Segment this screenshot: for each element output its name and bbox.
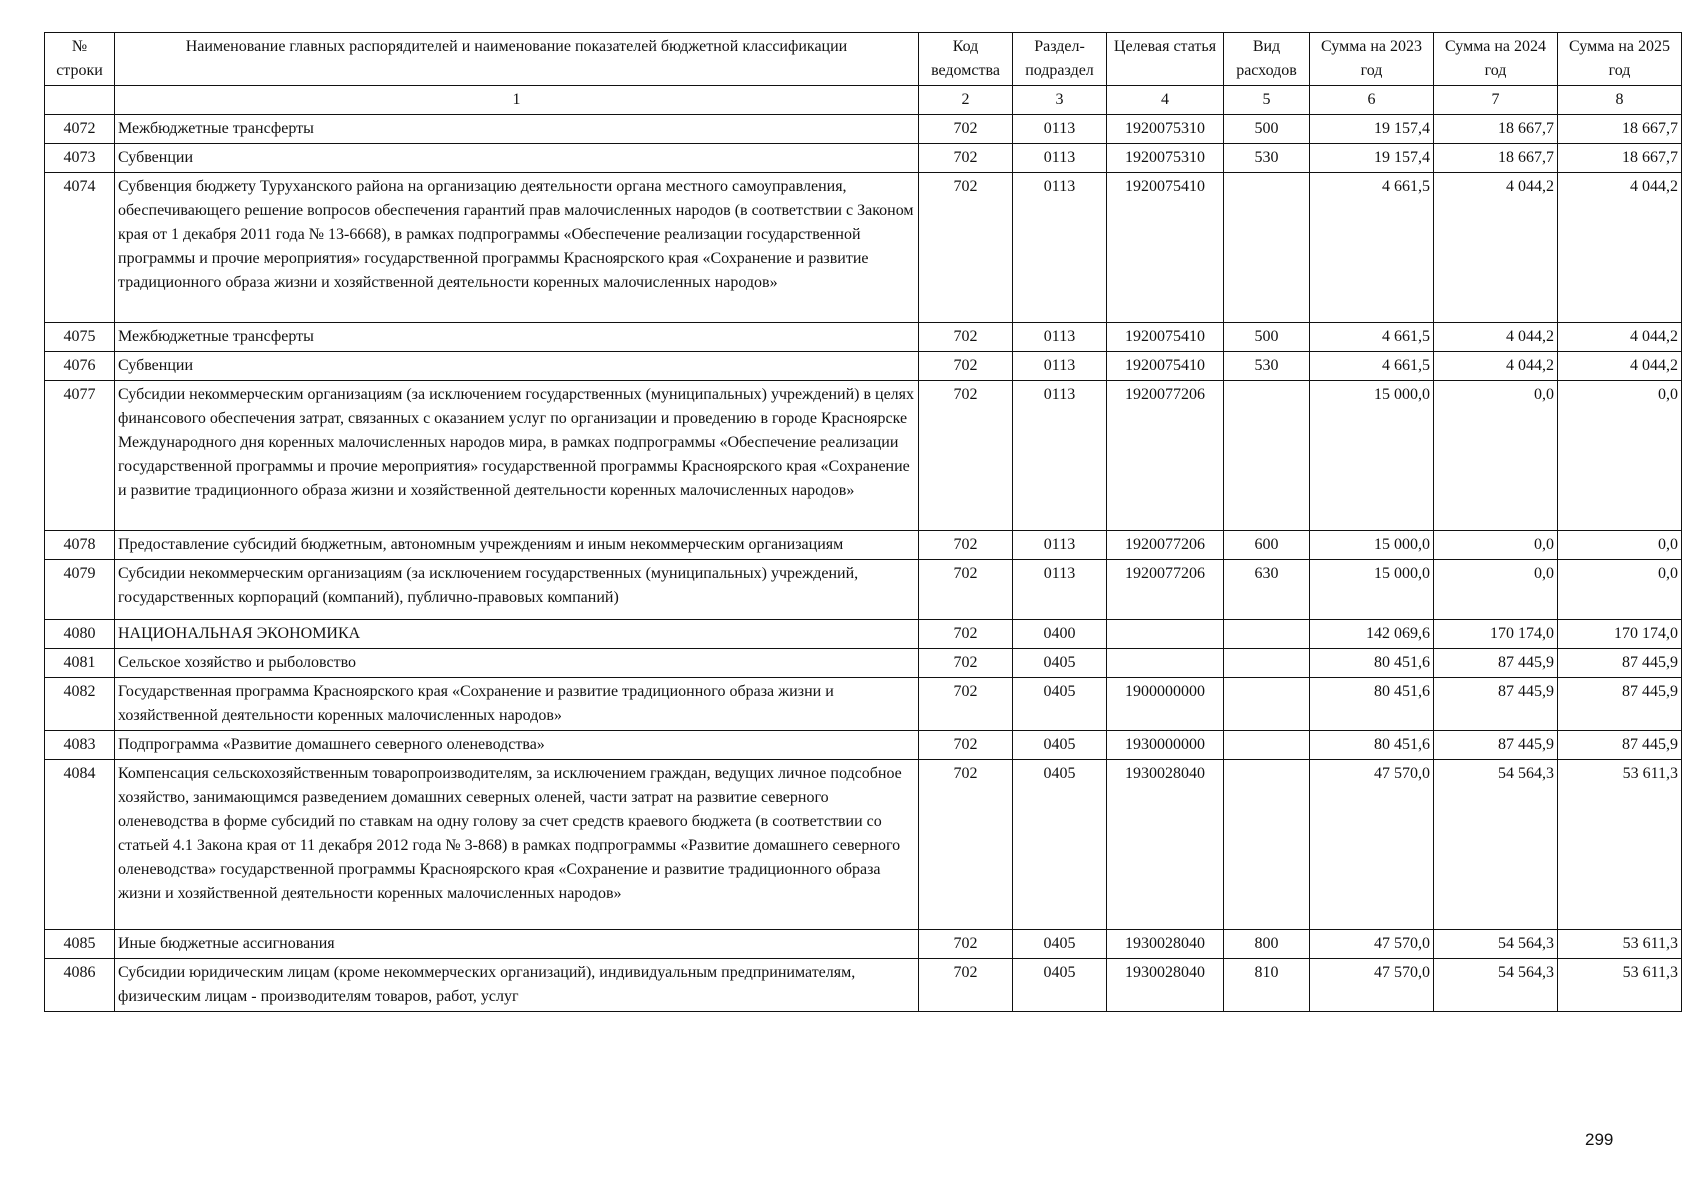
row-statya <box>1107 649 1224 678</box>
row-vedomstvo: 702 <box>919 930 1013 959</box>
row-sum-2023: 142 069,6 <box>1310 620 1434 649</box>
row-sum-2025: 0,0 <box>1558 381 1682 531</box>
table-row <box>45 678 1682 731</box>
row-sum-2024: 54 564,3 <box>1434 760 1558 930</box>
row-razdel: 0113 <box>1013 560 1107 620</box>
row-name: Предоставление субсидий бюджетным, автономным учреждениям и иным некоммерческим организациям <box>115 531 919 560</box>
row-sum-2024: 18 667,7 <box>1434 115 1558 144</box>
row-vid <box>1224 678 1310 731</box>
row-razdel: 0405 <box>1013 930 1107 959</box>
budget-sheet <box>44 32 1682 1012</box>
row-sum-2025: 53 611,3 <box>1558 760 1682 930</box>
row-vid <box>1224 649 1310 678</box>
row-name: Иные бюджетные ассигнования <box>115 930 919 959</box>
header-vedomstvo: Код ведомства <box>919 33 1013 86</box>
header-statya: Целевая статья <box>1107 33 1224 86</box>
row-razdel: 0405 <box>1013 649 1107 678</box>
row-sum-2025: 170 174,0 <box>1558 620 1682 649</box>
column-number: 7 <box>1434 86 1558 115</box>
row-sum-2024: 18 667,7 <box>1434 144 1558 173</box>
row-vid: 530 <box>1224 144 1310 173</box>
table-row <box>45 323 1682 352</box>
row-number: 4074 <box>45 173 115 323</box>
row-vedomstvo: 702 <box>919 173 1013 323</box>
row-razdel: 0405 <box>1013 731 1107 760</box>
table-row <box>45 959 1682 1012</box>
row-sum-2025: 87 445,9 <box>1558 678 1682 731</box>
row-vedomstvo: 702 <box>919 649 1013 678</box>
row-vid: 810 <box>1224 959 1310 1012</box>
table-row <box>45 620 1682 649</box>
row-statya: 1920075310 <box>1107 115 1224 144</box>
table-row <box>45 731 1682 760</box>
row-sum-2024: 4 044,2 <box>1434 352 1558 381</box>
row-sum-2023: 15 000,0 <box>1310 381 1434 531</box>
row-vedomstvo: 702 <box>919 323 1013 352</box>
row-name: Субсидии некоммерческим организациям (за исключением государственных (муниципальных) учреждений) в целях финансового обеспечения затрат, связанных с оказанием услуг по организации и проведению в городе Красноярске Международного дня коренных малочисленных народов мира, в рамках подпрограммы «Обеспечение реализации государственной программы и прочие мероприятия» государственной программы Красноярского края «Сохранение и развитие традиционного образа жизни и хозяйственной деятельности коренных малочисленных народов» <box>115 381 919 531</box>
row-sum-2025: 87 445,9 <box>1558 649 1682 678</box>
row-vedomstvo: 702 <box>919 115 1013 144</box>
row-sum-2024: 170 174,0 <box>1434 620 1558 649</box>
row-razdel: 0113 <box>1013 531 1107 560</box>
row-vedomstvo: 702 <box>919 144 1013 173</box>
row-name: Субвенция бюджету Туруханского района на организацию деятельности органа местного самоуправления, обеспечивающего решение вопросов обеспечения гарантий прав малочисленных народов (в соответствии с Законом края от 1 декабря 2011 года № 13-6668), в рамках подпрограммы «Обеспечение реализации государственной программы и прочие мероприятия» государственной программы Красноярского края «Сохранение и развитие традиционного образа жизни и хозяйственной деятельности коренных малочисленных народов» <box>115 173 919 323</box>
header-sum-2024: Сумма на 2024 год <box>1434 33 1558 86</box>
row-razdel: 0400 <box>1013 620 1107 649</box>
header-row-no: № строки <box>45 33 115 86</box>
row-sum-2025: 4 044,2 <box>1558 173 1682 323</box>
row-number: 4077 <box>45 381 115 531</box>
row-razdel: 0113 <box>1013 115 1107 144</box>
row-sum-2025: 18 667,7 <box>1558 144 1682 173</box>
row-sum-2024: 0,0 <box>1434 381 1558 531</box>
row-vid <box>1224 620 1310 649</box>
column-number-empty <box>45 86 115 115</box>
header-vid: Вид расходов <box>1224 33 1310 86</box>
row-sum-2025: 4 044,2 <box>1558 352 1682 381</box>
row-statya: 1920077206 <box>1107 381 1224 531</box>
row-statya: 1920075410 <box>1107 173 1224 323</box>
row-sum-2025: 4 044,2 <box>1558 323 1682 352</box>
row-vid <box>1224 173 1310 323</box>
row-sum-2023: 15 000,0 <box>1310 531 1434 560</box>
row-vedomstvo: 702 <box>919 760 1013 930</box>
row-razdel: 0405 <box>1013 760 1107 930</box>
row-vedomstvo: 702 <box>919 678 1013 731</box>
table-row <box>45 352 1682 381</box>
row-vedomstvo: 702 <box>919 620 1013 649</box>
row-sum-2024: 4 044,2 <box>1434 323 1558 352</box>
row-vid: 800 <box>1224 930 1310 959</box>
row-sum-2024: 0,0 <box>1434 560 1558 620</box>
row-name: Субсидии юридическим лицам (кроме некоммерческих организаций), индивидуальным предпринимателям, физическим лицам - производителям товаров, работ, услуг <box>115 959 919 1012</box>
table-row <box>45 381 1682 531</box>
row-vedomstvo: 702 <box>919 959 1013 1012</box>
row-sum-2023: 4 661,5 <box>1310 323 1434 352</box>
column-number: 2 <box>919 86 1013 115</box>
column-number: 8 <box>1558 86 1682 115</box>
row-number: 4076 <box>45 352 115 381</box>
row-razdel: 0113 <box>1013 352 1107 381</box>
row-sum-2024: 87 445,9 <box>1434 649 1558 678</box>
row-vedomstvo: 702 <box>919 381 1013 531</box>
row-statya: 1930000000 <box>1107 731 1224 760</box>
row-name: Подпрограмма «Развитие домашнего северного оленеводства» <box>115 731 919 760</box>
column-number: 3 <box>1013 86 1107 115</box>
row-vedomstvo: 702 <box>919 352 1013 381</box>
row-vid: 500 <box>1224 115 1310 144</box>
row-number: 4085 <box>45 930 115 959</box>
row-vedomstvo: 702 <box>919 560 1013 620</box>
row-name: Сельское хозяйство и рыболовство <box>115 649 919 678</box>
row-statya: 1920075410 <box>1107 323 1224 352</box>
row-statya: 1930028040 <box>1107 930 1224 959</box>
row-vid <box>1224 760 1310 930</box>
row-sum-2023: 47 570,0 <box>1310 930 1434 959</box>
row-vid <box>1224 381 1310 531</box>
row-sum-2024: 54 564,3 <box>1434 959 1558 1012</box>
row-statya <box>1107 620 1224 649</box>
header-name: Наименование главных распорядителей и наименование показателей бюджетной классификации <box>115 33 919 86</box>
row-statya: 1920077206 <box>1107 560 1224 620</box>
row-sum-2025: 18 667,7 <box>1558 115 1682 144</box>
row-razdel: 0405 <box>1013 678 1107 731</box>
row-vid: 630 <box>1224 560 1310 620</box>
row-sum-2025: 0,0 <box>1558 531 1682 560</box>
header-razdel: Раздел-подраздел <box>1013 33 1107 86</box>
row-name: Субсидии некоммерческим организациям (за исключением государственных (муниципальных) учреждений, государственных корпораций (компаний), публично-правовых компаний) <box>115 560 919 620</box>
row-sum-2023: 80 451,6 <box>1310 678 1434 731</box>
row-number: 4073 <box>45 144 115 173</box>
page-number: 299 <box>1585 1130 1614 1149</box>
row-statya: 1920077206 <box>1107 531 1224 560</box>
row-sum-2024: 4 044,2 <box>1434 173 1558 323</box>
row-sum-2023: 15 000,0 <box>1310 560 1434 620</box>
row-number: 4082 <box>45 678 115 731</box>
row-razdel: 0113 <box>1013 144 1107 173</box>
row-vid <box>1224 731 1310 760</box>
column-number: 4 <box>1107 86 1224 115</box>
row-vedomstvo: 702 <box>919 531 1013 560</box>
table-row <box>45 760 1682 930</box>
column-number: 6 <box>1310 86 1434 115</box>
row-statya: 1920075410 <box>1107 352 1224 381</box>
table-row <box>45 930 1682 959</box>
row-vid: 600 <box>1224 531 1310 560</box>
row-sum-2025: 53 611,3 <box>1558 959 1682 1012</box>
row-number: 4072 <box>45 115 115 144</box>
header-sum-2025: Сумма на 2025 год <box>1558 33 1682 86</box>
table-row <box>45 531 1682 560</box>
row-name: Компенсация сельскохозяйственным товаропроизводителям, за исключением граждан, ведущих личное подсобное хозяйство, занимающимся разведением домашних северных оленей, части затрат на развитие северного оленеводства в форме субсидий по ставкам на одну голову за счет средств краевого бюджета (в соответствии со статьей 4.1 Закона края от 11 декабря 2012 года № 3-868) в рамках подпрограммы «Развитие домашнего северного оленеводства» государственной программы Красноярского края «Сохранение и развитие традиционного образа жизни и хозяйственной деятельности коренных малочисленных народов» <box>115 760 919 930</box>
header-row <box>45 33 1682 86</box>
row-statya: 1930028040 <box>1107 760 1224 930</box>
column-number-row <box>45 86 1682 115</box>
row-statya: 1930028040 <box>1107 959 1224 1012</box>
row-vid: 500 <box>1224 323 1310 352</box>
row-name: Субвенции <box>115 144 919 173</box>
table-row <box>45 560 1682 620</box>
row-sum-2025: 87 445,9 <box>1558 731 1682 760</box>
row-razdel: 0113 <box>1013 323 1107 352</box>
row-sum-2023: 47 570,0 <box>1310 959 1434 1012</box>
row-sum-2023: 4 661,5 <box>1310 352 1434 381</box>
row-number: 4080 <box>45 620 115 649</box>
row-sum-2023: 19 157,4 <box>1310 144 1434 173</box>
row-name: Межбюджетные трансферты <box>115 323 919 352</box>
row-number: 4084 <box>45 760 115 930</box>
table-row <box>45 173 1682 323</box>
row-sum-2023: 80 451,6 <box>1310 731 1434 760</box>
row-sum-2024: 0,0 <box>1434 531 1558 560</box>
table-header <box>45 33 1682 115</box>
row-sum-2024: 87 445,9 <box>1434 731 1558 760</box>
row-sum-2025: 0,0 <box>1558 560 1682 620</box>
row-razdel: 0113 <box>1013 381 1107 531</box>
row-sum-2025: 53 611,3 <box>1558 930 1682 959</box>
row-razdel: 0113 <box>1013 173 1107 323</box>
table-row <box>45 115 1682 144</box>
row-number: 4078 <box>45 531 115 560</box>
row-name: Субвенции <box>115 352 919 381</box>
row-name: Межбюджетные трансферты <box>115 115 919 144</box>
row-number: 4083 <box>45 731 115 760</box>
row-statya: 1900000000 <box>1107 678 1224 731</box>
table-row <box>45 144 1682 173</box>
row-name: НАЦИОНАЛЬНАЯ ЭКОНОМИКА <box>115 620 919 649</box>
row-name: Государственная программа Красноярского края «Сохранение и развитие традиционного образа жизни и хозяйственной деятельности коренных малочисленных народов» <box>115 678 919 731</box>
row-sum-2024: 54 564,3 <box>1434 930 1558 959</box>
row-sum-2023: 47 570,0 <box>1310 760 1434 930</box>
row-sum-2023: 4 661,5 <box>1310 173 1434 323</box>
header-sum-2023: Сумма на 2023 год <box>1310 33 1434 86</box>
row-sum-2024: 87 445,9 <box>1434 678 1558 731</box>
column-number: 1 <box>115 86 919 115</box>
row-number: 4081 <box>45 649 115 678</box>
row-number: 4086 <box>45 959 115 1012</box>
table-body <box>45 115 1682 1012</box>
row-vid: 530 <box>1224 352 1310 381</box>
row-statya: 1920075310 <box>1107 144 1224 173</box>
row-sum-2023: 80 451,6 <box>1310 649 1434 678</box>
table-row <box>45 649 1682 678</box>
budget-table <box>44 32 1682 1012</box>
column-number: 5 <box>1224 86 1310 115</box>
row-sum-2023: 19 157,4 <box>1310 115 1434 144</box>
row-number: 4075 <box>45 323 115 352</box>
row-vedomstvo: 702 <box>919 731 1013 760</box>
row-number: 4079 <box>45 560 115 620</box>
row-razdel: 0405 <box>1013 959 1107 1012</box>
